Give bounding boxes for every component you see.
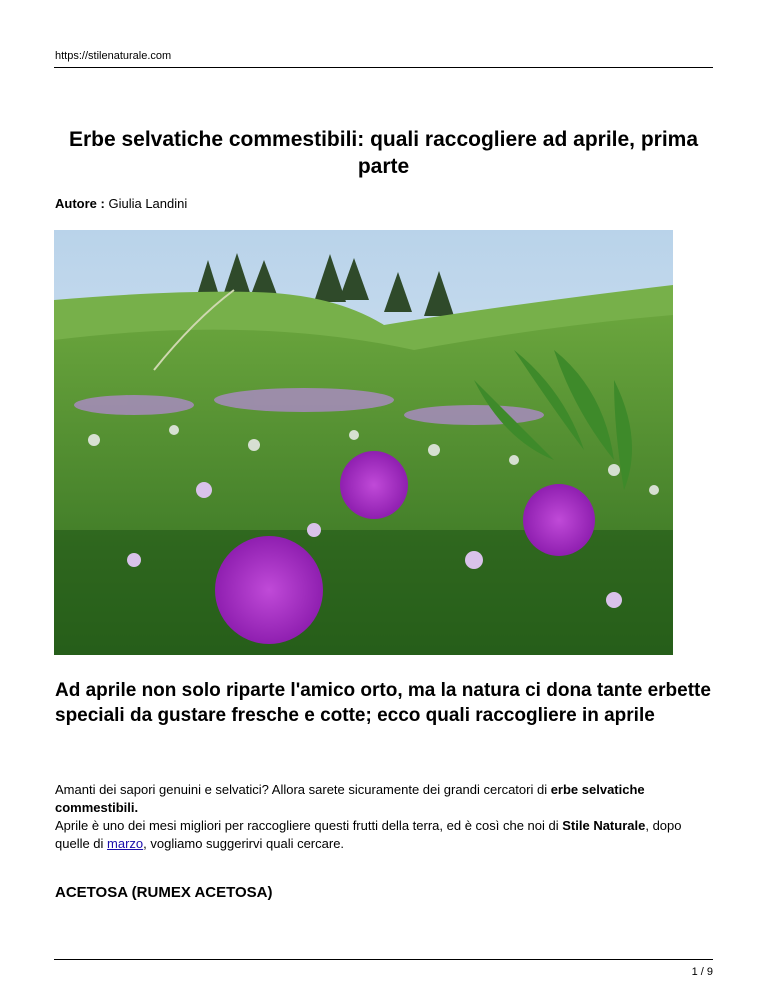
- intro-paragraph: [55, 781, 715, 817]
- author-name: Giulia Landini: [108, 196, 188, 211]
- article-subtitle: Ad aprile non solo riparte l'amico orto, ma la natura ci dona tante erbette speciali da gustare fresche e cotte; ecco quali raccogliere in aprile: [55, 680, 711, 726]
- header-divider: [54, 67, 713, 68]
- second-text-c: , vogliamo suggerirvi quali cercare.: [143, 836, 345, 851]
- author-label: Autore :: [55, 196, 105, 211]
- march-link[interactable]: marzo: [107, 836, 144, 851]
- article-title: Erbe selvatiche commestibili: quali raccogliere ad aprile, prima parte: [68, 128, 699, 178]
- article-body: [55, 781, 715, 853]
- meadow-wildflowers-photo: [54, 230, 673, 655]
- second-paragraph: [55, 817, 715, 853]
- second-text-b: , dopo quelle di: [55, 818, 682, 851]
- site-name-bold: Stile Naturale: [562, 818, 646, 833]
- page-url: https://stilenaturale.com: [55, 50, 172, 62]
- page-indicator: 1 / 9: [691, 966, 713, 978]
- intro-text: Amanti dei sapori genuini e selvatici? Allora sarete sicuramente dei grandi cercatori di: [55, 782, 551, 797]
- author-line: [55, 196, 187, 211]
- section-heading: ACETOSA (RUMEX ACETOSA): [55, 884, 273, 901]
- intro-bold: erbe selvatiche commestibili.: [55, 782, 645, 815]
- footer-divider: [54, 959, 713, 960]
- second-text-a: Aprile è uno dei mesi migliori per raccogliere questi frutti della terra, ed è così che noi di: [55, 818, 563, 833]
